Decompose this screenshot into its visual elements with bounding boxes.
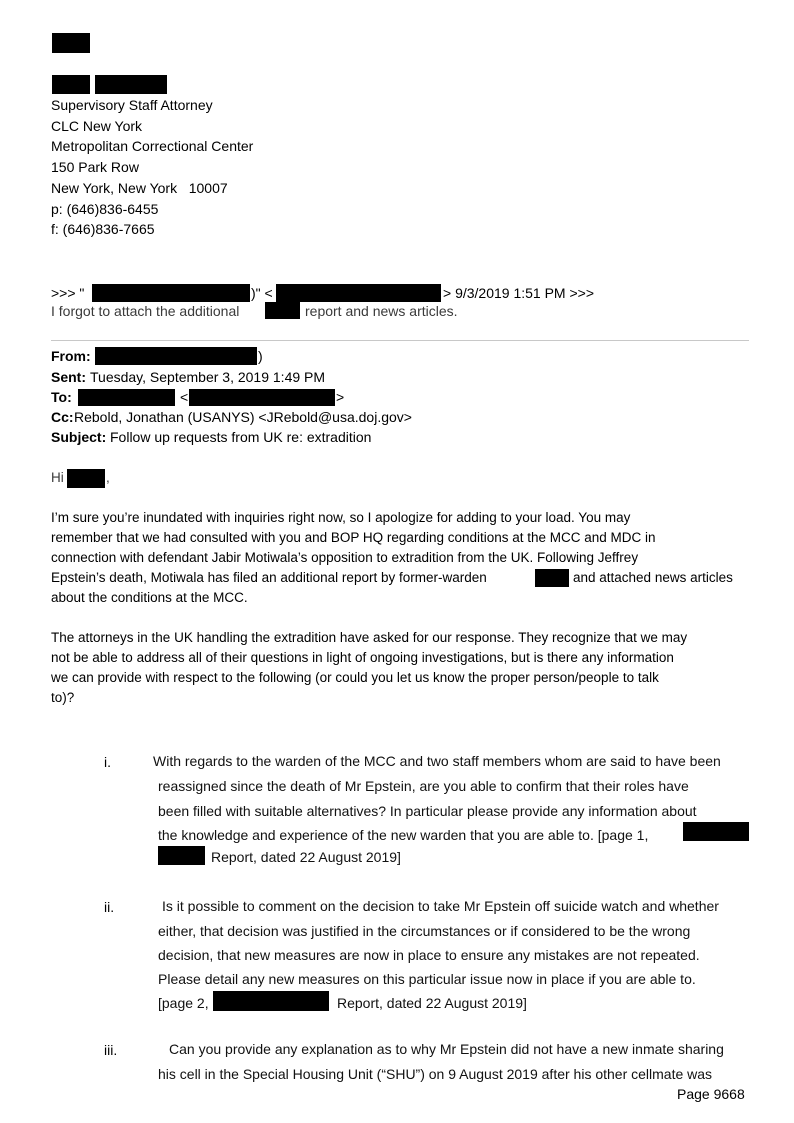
to-lt: <: [180, 389, 189, 405]
signature-org: CLC New York: [51, 118, 143, 134]
redaction-to-name: [78, 389, 175, 406]
paragraph-1-line-2: remember that we had consulted with you and BOP HQ regarding conditions at the MCC and MDC in: [51, 530, 656, 545]
forward-prefix: >>> ": [51, 285, 85, 301]
paragraph-1-line-4b: and attached news articles: [573, 570, 733, 585]
subject-label: Subject:: [51, 429, 107, 445]
cc-label: Cc:: [51, 409, 74, 425]
forward-message-end: report and news articles.: [305, 303, 458, 319]
to-label: To:: [51, 389, 72, 405]
item-1-marker: i.: [104, 754, 111, 770]
item-1-line-4: the knowledge and experience of the new warden that you are able to. [page 1,: [158, 827, 649, 843]
paragraph-1-line-4a: Epstein’s death, Motiwala has filed an additional report by former-warden: [51, 570, 487, 585]
subject-value: Follow up requests from UK re: extradition: [110, 429, 372, 445]
forward-message-start: I forgot to attach the additional: [51, 303, 240, 319]
item-3-line-2: his cell in the Special Housing Unit (“SHU”) on 9 August 2019 after his other cellmate was: [158, 1066, 713, 1082]
forward-suffix: > 9/3/2019 1:51 PM >>>: [443, 285, 595, 301]
item-2-line-4: Please detail any new measures on this particular issue now in place if you are able to.: [158, 971, 696, 987]
redaction-first-name: [52, 75, 90, 94]
redaction-to-email: [189, 389, 335, 406]
paragraph-2-line-4: to)?: [51, 690, 75, 705]
item-2-line-5a: [page 2,: [158, 995, 209, 1011]
signature-title: Supervisory Staff Attorney: [51, 97, 213, 113]
redaction-item-1-a: [683, 822, 749, 841]
item-2-marker: ii.: [104, 899, 115, 915]
to-gt: >: [336, 389, 345, 405]
redaction-last-name: [95, 75, 167, 94]
item-3-line-1: Can you provide any explanation as to why Mr Epstein did not have a new inmate sharing: [169, 1041, 724, 1057]
paragraph-2-line-2: not be able to address all of their questions in light of ongoing investigations, but is there any information: [51, 650, 674, 665]
paragraph-1-line-3: connection with defendant Jabir Motiwala’s opposition to extradition from the UK. Following Jeffrey: [51, 550, 639, 565]
item-1-line-3: been filled with suitable alternatives? In particular please provide any information about: [158, 803, 697, 819]
signature-street: 150 Park Row: [51, 159, 139, 175]
signature-city: New York, New York 10007: [51, 180, 228, 196]
forward-mid: )" <: [251, 285, 273, 301]
greeting-comma: ,: [106, 470, 110, 485]
item-2-line-3: decision, that new measures are now in place to ensure any mistakes are not repeated.: [158, 947, 700, 963]
redaction-greeting-name: [67, 469, 105, 488]
item-1-line-1: With regards to the warden of the MCC and two staff members whom are said to have been: [153, 753, 721, 769]
redaction-item-1-b: [158, 846, 205, 865]
signature-facility: Metropolitan Correctional Center: [51, 138, 254, 154]
paragraph-1-line-1: I’m sure you’re inundated with inquiries right now, so I apologize for adding to your load. You may: [51, 510, 631, 525]
redaction-item-2: [213, 991, 329, 1011]
item-2-line-2: either, that decision was justified in the circumstances or if considered to be the wrong: [158, 923, 691, 939]
item-2-line-1: Is it possible to comment on the decision to take Mr Epstein off suicide watch and whether: [162, 898, 719, 914]
item-1-line-5: Report, dated 22 August 2019]: [211, 849, 401, 865]
header-divider: [51, 340, 749, 341]
from-label: From:: [51, 348, 91, 364]
redaction-forward-report: [265, 302, 300, 319]
greeting: Hi: [51, 470, 64, 485]
redaction-from: [95, 347, 257, 365]
from-close: ): [258, 348, 263, 364]
paragraph-2-line-1: The attorneys in the UK handling the extradition have asked for our response. They recognize that we may: [51, 630, 688, 645]
item-3-marker: iii.: [104, 1042, 118, 1058]
redaction-name-top: [52, 33, 90, 53]
cc-value: Rebold, Jonathan (USANYS) <JRebold@usa.doj.gov>: [74, 409, 412, 425]
item-1-line-2: reassigned since the death of Mr Epstein, are you able to confirm that their roles have: [158, 778, 689, 794]
redaction-forward-email: [276, 284, 441, 302]
paragraph-2-line-3: we can provide with respect to the following (or could you let us know the proper person/people to talk: [51, 670, 659, 685]
redaction-forward-sender: [92, 284, 250, 302]
sent-label: Sent:: [51, 369, 86, 385]
signature-fax: f: (646)836-7665: [51, 221, 155, 237]
redaction-warden-name: [535, 569, 569, 587]
page-number: Page 9668: [677, 1086, 745, 1102]
signature-phone: p: (646)836-6455: [51, 201, 159, 217]
sent-value: Tuesday, September 3, 2019 1:49 PM: [90, 369, 326, 385]
item-2-line-5b: Report, dated 22 August 2019]: [337, 995, 527, 1011]
paragraph-1-line-5: about the conditions at the MCC.: [51, 590, 248, 605]
